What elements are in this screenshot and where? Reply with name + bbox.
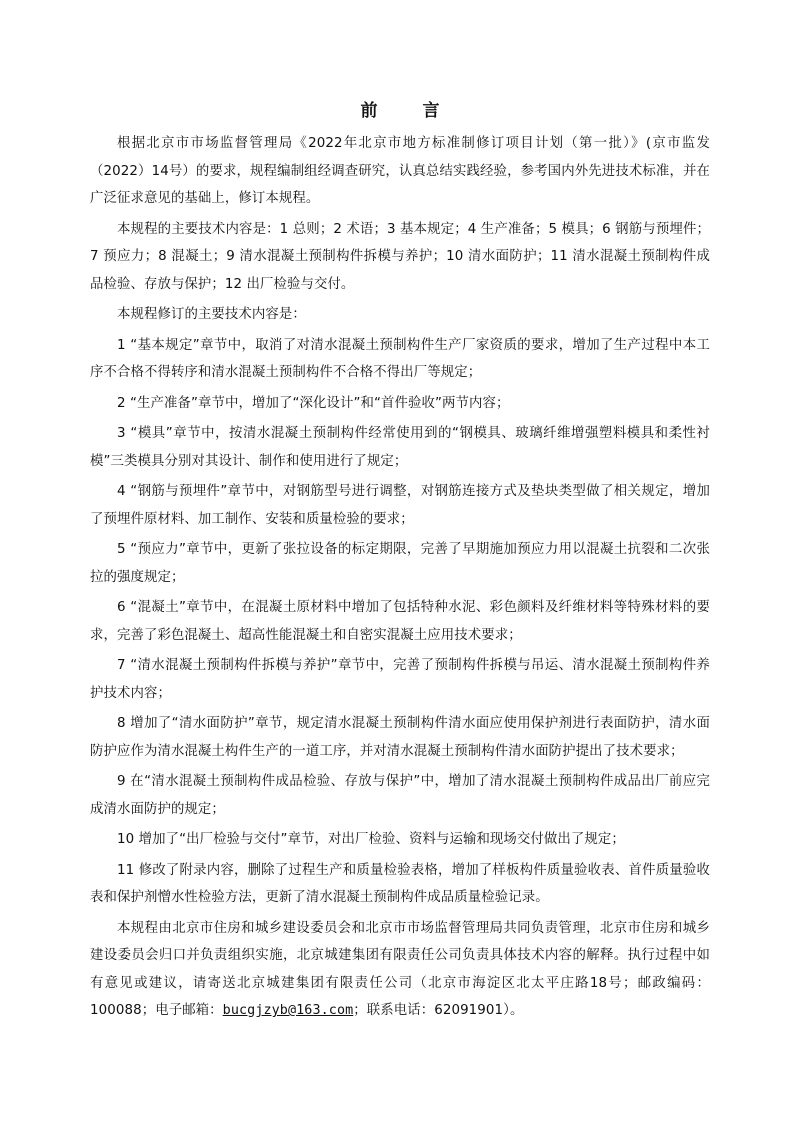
revision-item-7: 7 “清水混凝土预制构件拆模与养护”章节中，完善了预制构件拆模与吊运、清水混凝土预制构件养护技术内容； [90,658,710,701]
revision-item-9: 9 在“清水混凝土预制构件成品检验、存放与保护”中，增加了清水混凝土预制构件成品出厂前应完成清水面防护的规定； [90,774,710,817]
revision-item-11: 11 修改了附录内容，删除了过程生产和质量检验表格，增加了样板构件质量验收表、首件质量验收表和保护剂憎水性检验方法，更新了清水混凝土预制构件成品质量检验记录。 [90,862,710,905]
contact-phone-text: ；联系电话：62091901）。 [353,1003,524,1018]
revision-heading-paragraph: 本规程修订的主要技术内容是： [117,307,306,322]
revision-item-10: 10 增加了“出厂检验与交付”章节，对出厂检验、资料与运输和现场交付做出了规定； [117,832,625,847]
document-page [90,96,710,1025]
revision-item-4: 4 “钢筋与预埋件”章节中，对钢筋型号进行调整，对钢筋连接方式及垫块类型做了相关规定，增加了预埋件原材料、加工制作、安装和质量检验的要求； [90,484,710,527]
revision-item-1: 1 “基本规定”章节中，取消了对清水混凝土预制构件生产厂家资质的要求，增加了生产过程中本工序不合格不得转序和清水混凝土预制构件不合格不得出厂等规定； [90,337,710,380]
page-title: 前 言 [360,101,454,121]
intro-paragraph: 根据北京市市场监督管理局《2022年北京市地方标准制修订项目计划（第一批）》(京市监发（2022）14号）的要求，规程编制组经调查研究，认真总结实践经验，参考国内外先进技术标准，并在广泛征求意见的基础上，修订本规程。 [90,136,710,206]
management-paragraph [90,915,710,1025]
management-text: 本规程由北京市住房和城乡建设委员会和北京市市场监督管理局共同负责管理，北京市住房和城乡建设委员会归口并负责组织实施，北京城建集团有限责任公司负责具体技术内容的解释。执行过程中如有意见或建议，请寄送北京城建集团有限责任公司（北京市海淀区北太平庄路18号；邮政编码：100088；电子邮箱： [90,920,710,1018]
revision-item-6: 6 “混凝土”章节中，在混凝土原材料中增加了包括特种水泥、彩色颜料及纤维材料等特殊材料的要求，完善了彩色混凝土、超高性能混凝土和自密实混凝土应用技术要求； [90,600,710,643]
revision-item-5: 5 “预应力”章节中，更新了张拉设备的标定期限，完善了早期施加预应力用以混凝土抗裂和二次张拉的强度规定； [90,542,710,585]
revision-item-8: 8 增加了“清水面防护”章节，规定清水混凝土预制构件清水面应使用保护剂进行表面防护，清水面防护应作为清水混凝土构件生产的一道工序，并对清水混凝土预制构件清水面防护提出了技术要求； [90,716,710,759]
revision-item-3: 3 “模具”章节中，按清水混凝土预制构件经常使用到的“钢模具、玻璃纤维增强塑料模具和柔性衬模”三类模具分别对其设计、制作和使用进行了规定； [90,426,710,469]
content-summary-paragraph: 本规程的主要技术内容是：1 总则；2 术语；3 基本规定；4 生产准备；5 模具；6 钢筋与预埋件；7 预应力；8 混凝土；9 清水混凝土预制构件拆模与养护；10 清水面防护；11 清水混凝土预制构件成品检验、存放与保护；12 出厂检验与交付。 [90,221,710,292]
revision-item-2: 2 “生产准备”章节中，增加了“深化设计”和“首件验收”两节内容； [117,395,510,411]
contact-email-link[interactable]: bucgjzyb@163.com [222,1003,354,1018]
